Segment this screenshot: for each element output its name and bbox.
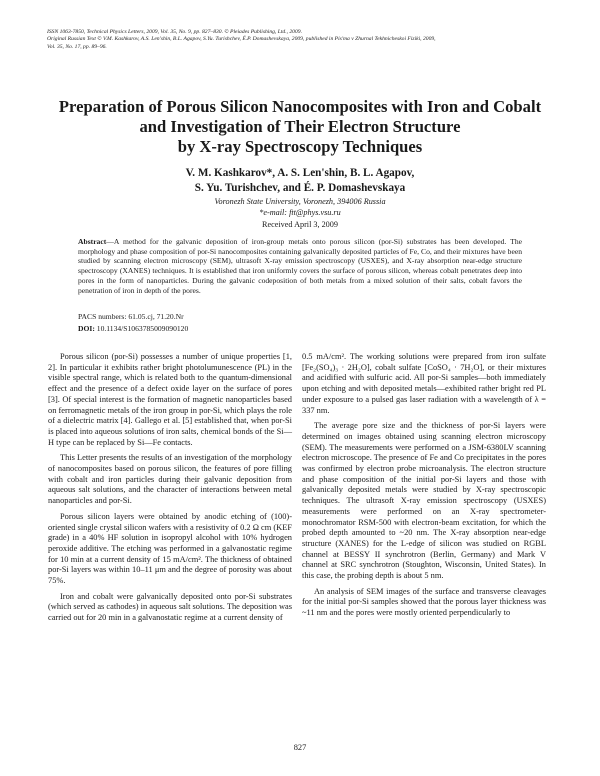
page-number: 827 [293, 743, 307, 752]
journal-header-line: ISSN 1063-7850, Technical Physics Letters, 2009, Vol. 35, No. 9, pp. 827–830. © Pleiades Publishing, Ltd., 2009. [47, 29, 302, 35]
title-line: Preparation of Porous Silicon Nanocomposites with Iron and Cobalt [58, 97, 542, 116]
abstract-text: —A method for the galvanic deposition of iron-group metals onto porous silicon (por-Si) substrates has been developed. The morphology and phase composition of por-Si nanocomposites containing galvanically deposited particles of Fe, Co, and their mixtures have been studied by scanning electron microscopy (SEM), ultrasoft X-ray emission spectroscopy (USXES), and X-ray absorption near-edge structure spectroscopy (XANES) techniques. It is established that iron uniformly covers the surface of porous silicon, whereas cobalt penetrates deep into pores in the form of nanoparticles. During the galvanic codeposition of both metals from a mixed solution of their salts, cobalt favors the penetration of iron in depth of the pores. [78, 237, 522, 295]
affiliation [30, 196, 570, 218]
paragraph: This Letter presents the results of an investigation of the morphology of nanocomposites based on porous silicon, the features of pore filling with cobalt and iron particles during their galvanic deposition from aqueous salt solutions, and the character of interactions between metal nanoparticles and por-Si. [48, 453, 292, 506]
paragraph: Porous silicon layers were obtained by anodic etching of (100)-oriented single crystal silicon wafers with a resistivity of 0.2 Ω cm (KEF grade) in a 40% HF solution in isopropyl alcohol with 10% hydrogen peroxide additive. The etching was performed in a galvanostatic regime for 10 min at a current density of 15 mA/cm². The thickness of obtained por-Si layers was within 10–11 μm and the degree of porosity was about 75%. [48, 511, 292, 586]
paragraph: An analysis of SEM images of the surface and transverse cleavages for the initial por-Si samples showed that the porous layer thickness was ~11 nm and the pores were mostly oriented perpendicularly to [302, 586, 546, 618]
received-date: Received April 3, 2009 [262, 220, 338, 229]
doi-line [78, 324, 522, 334]
journal-header [47, 29, 557, 51]
paragraph: The average pore size and the thickness of por-Si layers were determined on images obtained using scanning electron microscopy (SEM). The measurements were performed on a JSM-6380LV scanning electron microscope. The presence of Fe and Co precipitates in the pores was confirmed by electron probe microanalysis. The electron structure and phase composition of the initial por-Si layers and those with galvanically deposited metals were studied by X-ray spectroscopic techniques. The ultrasoft X-ray emission spectroscopy (USXES) measurements were performed on an X-ray spectrometer-monochromator RSM-500 with electron-beam excitation, for which the probed depth amounted to ~20 nm. The X-ray absorption near-edge structure (XANES) for the L-edge of silicon was studied on RGBL channel at BESSY II synchrotron (Berlin, Germany) and Mark V channel at SRC synchrotron (Stoughton, Wisconsin, United States). In this case, the probing depth is about 5 nm. [302, 421, 546, 581]
paper-title [30, 97, 570, 157]
doi-value: 10.1134/S1063785009090120 [96, 324, 189, 333]
body-column-right [302, 352, 546, 624]
title-line: by X-ray Spectroscopy Techniques [177, 137, 423, 156]
paragraph: Iron and cobalt were galvanically deposited onto por-Si substrates (which served as cathodes) in aqueous salt solutions. The deposition was carried out for 20 min in a galvanostatic regime at a current density of [48, 591, 292, 623]
abstract-label: Abstract [78, 237, 107, 246]
doi-label: DOI: [78, 324, 97, 333]
author-list [30, 166, 570, 195]
pacs-value: 61.05.cj, 71.20.Nr [128, 312, 184, 321]
paragraph: Porous silicon (por-Si) possesses a number of unique properties [1, 2]. In particular it exhibits rather bright photolumunescence (PL) in the visible spectral range, which is related both to the quantum-dimensional effect and the presence of a defect oxide layer on the surface of pores [3]. Of special interest is the formation of magnetic nanoparticles based on ferromagnetic metals of the iron group in por-Si, which plays the role of a dielectric matrix [4]. Gallego et al. [5] established that, when por-Si is placed into aqueous solutions of iron salts, chemical bonds of the Si—H type can be replaced by Si—Fe contacts. [48, 352, 292, 447]
paragraph: 0.5 mA/cm². The working solutions were prepared from iron sulfate [Fe₂(SO₄)₃ · 2H₂O], cobalt sulfate [CoSO₄ · 7H₂O], or their mixtures and acidified with sulfuric acid. All por-Si samples—both immediately upon etching and with deposited metals—exhibited rather bright red PL under exposure to a pulsed gas laser radiation with a wavelength of λ = 337 nm. [302, 352, 546, 415]
title-line: and Investigation of Their Electron Structure [139, 117, 461, 136]
journal-header-line: Original Russian Text © V.M. Kashkarov, A.S. Len'shin, B.L. Agapov, S.Yu. Turishchev, É.P. Domashevskaya, 2009, published in Pis'ma v Zhurnal Tekhnicheskoi Fiziki, 2009, [47, 36, 436, 43]
author-line: V. M. Kashkarov*, A. S. Len'shin, B. L. Agapov, [185, 167, 415, 179]
pacs-line [78, 312, 522, 322]
body-column-left [48, 352, 292, 629]
pacs-label: PACS numbers: [78, 312, 129, 321]
author-line: S. Yu. Turishchev, and É. P. Domashevskaya [194, 181, 406, 194]
author-email: *e-mail: ftt@phys.vsu.ru [259, 208, 341, 218]
abstract [78, 237, 522, 295]
journal-header-line: Vol. 35, No. 17, pp. 89–96. [47, 43, 107, 50]
institution: Voronezh State University, Voronezh, 394006 Russia [214, 197, 386, 206]
